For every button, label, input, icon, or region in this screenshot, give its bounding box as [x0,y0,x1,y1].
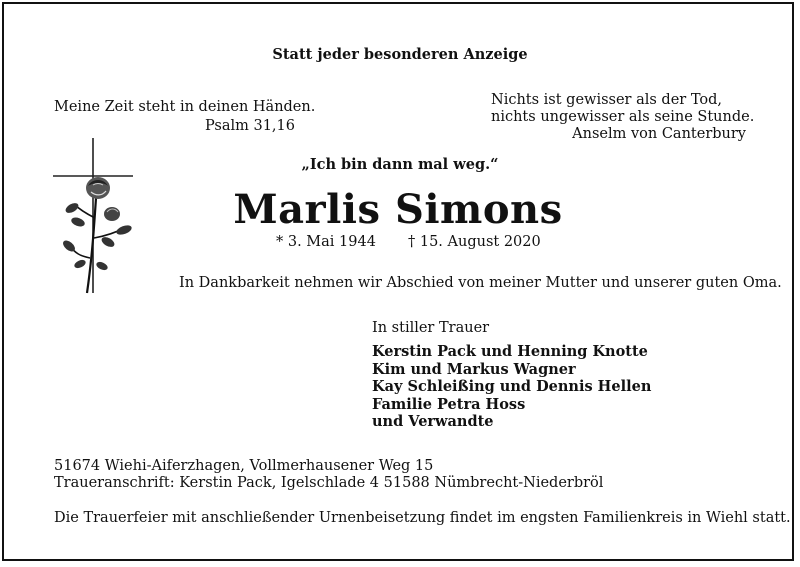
mourner-name: und Verwandte [372,413,494,430]
quote-left-text: Meine Zeit steht in deinen Händen. [54,99,316,115]
deceased-name: Marlis Simons [233,186,563,233]
mourner-name: Kerstin Pack und Henning Knotte [372,343,648,360]
birth-date: * 3. Mai 1944 [276,234,376,250]
motto: „Ich bin dann mal weg.“ [301,156,499,173]
mourner-name: Familie Petra Hoss [372,395,526,413]
quote-right-line1: Nichts ist gewisser als der Tod, [491,92,722,108]
mourners-list [372,343,651,431]
mourning-intro: In stiller Trauer [372,320,490,336]
mourner-name: Kay Schleißing und Dennis Hellen [372,378,652,395]
quote-right-source: Anselm von Canterbury [572,126,746,142]
funeral-note: Die Trauerfeier mit anschließender Urnenbeisetzung findet im engsten Familienkreis in Wiehl statt. [54,510,791,526]
quote-right-line2: nichts ungewisser als seine Stunde. [491,109,755,125]
gratitude-text: In Dankbarkeit nehmen wir Abschied von meiner Mutter und unserer guten Oma. [179,275,782,291]
death-date: † 15. August 2020 [408,234,541,250]
quote-left-source: Psalm 31,16 [205,118,295,134]
mourner-name: Kim und Markus Wagner [372,360,576,378]
header-title: Statt jeder besonderen Anzeige [272,46,528,63]
mourning-address: Traueranschrift: Kerstin Pack, Igelschlade 4 51588 Nümbrecht-Niederbröl [54,475,604,491]
address-line: 51674 Wiehi-Aiferzhagen, Vollmerhausener Weg 15 [54,458,434,474]
